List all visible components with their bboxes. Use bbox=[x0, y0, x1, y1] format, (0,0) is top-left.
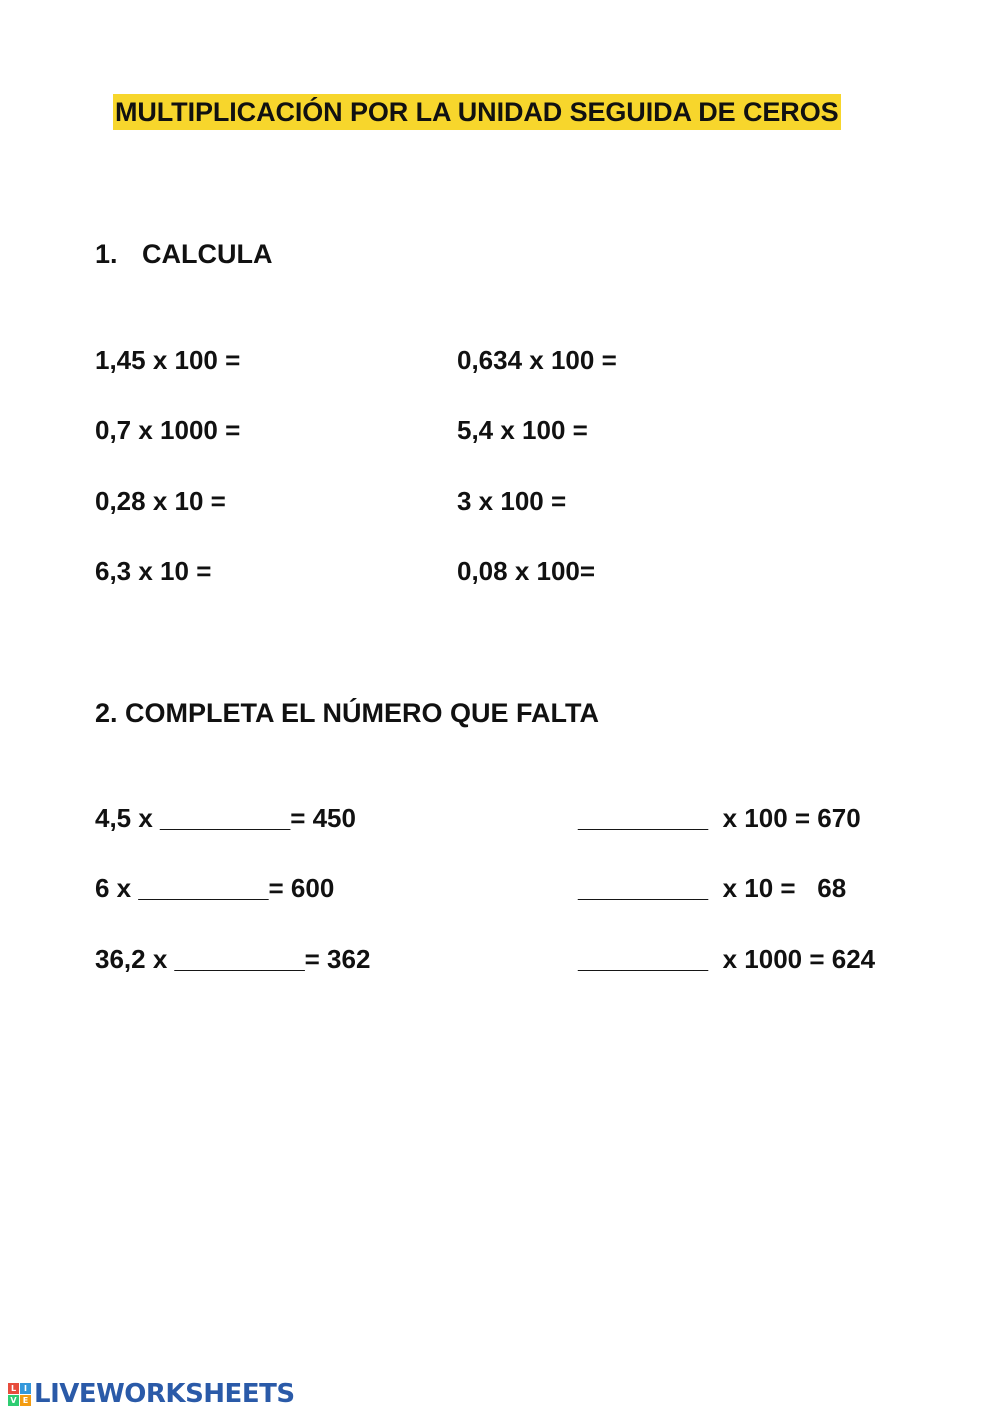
section-1-number: 1. bbox=[95, 239, 118, 269]
logo-brand-text: LIVEWORKSHEETS bbox=[34, 1379, 295, 1409]
exercise-2-left-1: 4,5 x _________= 450 bbox=[95, 803, 356, 833]
worksheet-title: MULTIPLICACIÓN POR LA UNIDAD SEGUIDA DE CEROS bbox=[113, 94, 841, 130]
exercise-2-right-3: _________ x 1000 = 624 bbox=[578, 944, 876, 974]
exercise-2-right-1: _________ x 100 = 670 bbox=[578, 803, 861, 833]
logo-cell: L bbox=[8, 1383, 19, 1394]
exercise-2-left-2: 6 x _________= 600 bbox=[95, 873, 335, 903]
section-1-heading bbox=[95, 238, 272, 270]
logo-mark-icon bbox=[8, 1383, 31, 1406]
exercise-1-left-4: 6,3 x 10 = bbox=[95, 556, 212, 586]
exercise-1-right-2: 5,4 x 100 = bbox=[457, 415, 588, 445]
exercise-1-right-1: 0,634 x 100 = bbox=[457, 345, 617, 375]
logo-cell: E bbox=[20, 1395, 31, 1406]
exercise-1-left-1: 1,45 x 100 = bbox=[95, 345, 241, 375]
exercise-1-right-4: 0,08 x 100= bbox=[457, 556, 596, 586]
exercise-1-right-3: 3 x 100 = bbox=[457, 486, 567, 516]
logo-cell: V bbox=[8, 1395, 19, 1406]
exercise-1-left-3: 0,28 x 10 = bbox=[95, 486, 226, 516]
section-2-heading: 2. COMPLETA EL NÚMERO QUE FALTA bbox=[95, 698, 600, 728]
section-1-label: CALCULA bbox=[142, 239, 273, 269]
exercise-1-left-2: 0,7 x 1000 = bbox=[95, 415, 241, 445]
exercise-2-left-3: 36,2 x _________= 362 bbox=[95, 944, 371, 974]
exercise-2-right-2: _________ x 10 = 68 bbox=[578, 873, 847, 903]
liveworksheets-logo bbox=[8, 1380, 295, 1408]
logo-cell: I bbox=[20, 1383, 31, 1394]
